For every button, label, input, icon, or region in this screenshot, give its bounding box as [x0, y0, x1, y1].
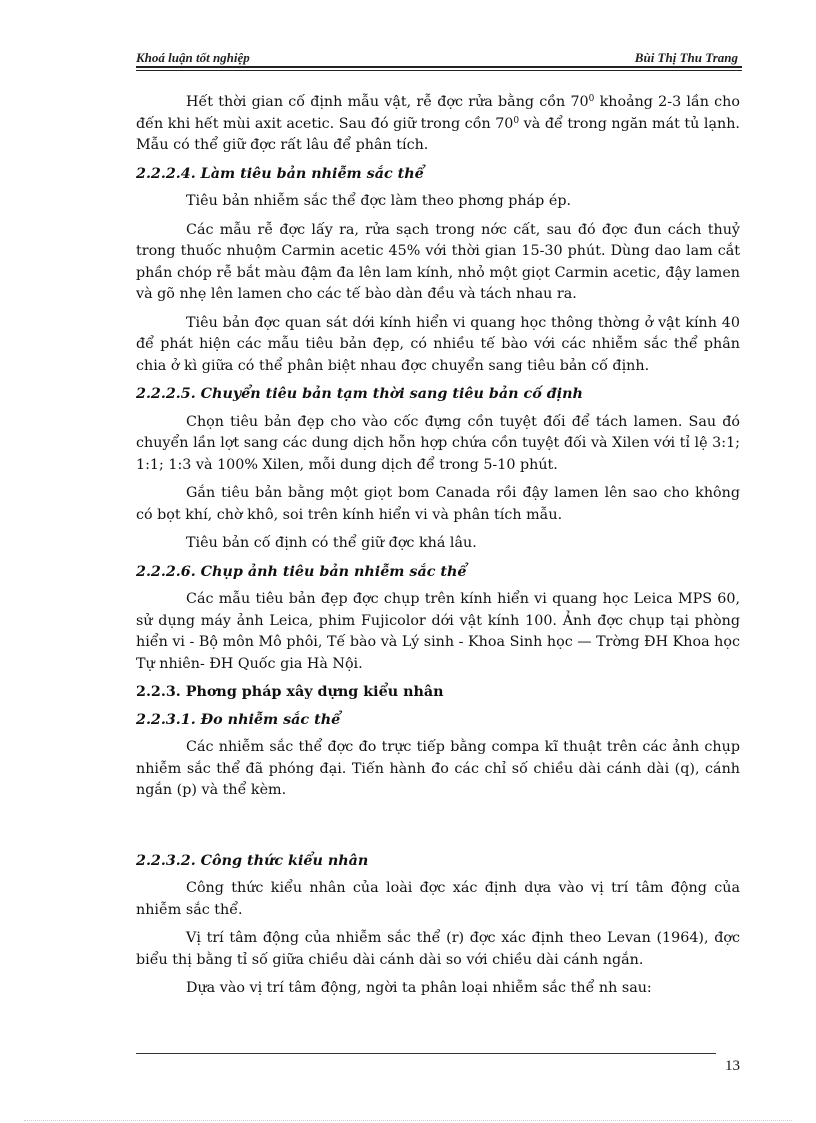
- page-number: 13: [725, 1058, 740, 1074]
- paragraph-storage: Tiêu bản cố định có thể giữ đợc khá lâu.: [186, 535, 477, 551]
- paragraph-observation: Tiêu bản đợc quan sát dới kính hiển vi quang học thông thờng ở vật kính 40 để phát hiện các mẫu tiêu bản đẹp, có nhiều tế bào với các nhiễm sắc thể phân chia ở kì giữa có thể phân biệt nhau đợc chuyển sang tiêu bản cố định.: [136, 314, 740, 374]
- section-heading-223: 2.2.3. Phơng pháp xây dựng kiểu nhân: [136, 684, 444, 700]
- paragraph-staining: Các mẫu rễ đợc lấy ra, rửa sạch trong nớc cất, sau đó đợc đun cách thuỷ trong thuốc nhuộm Carmin acetic 45% với thời gian 15-30 phút. Dùng dao lam cắt phần chóp rễ bắt màu đậm đa lên lam kính, nhỏ một giọt Carmin acetic, đậy lamen và gõ nhẹ lên lamen cho các tế bào dàn đều và tách nhau ra.: [136, 221, 740, 302]
- paragraph-mounting: Gắn tiêu bản bằng một giọt bom Canada rồi đậy lamen lên sao cho không có bọt khí, chờ khô, soi trên kính hiển vi và phân tích mẫu.: [136, 485, 740, 523]
- paragraph-method: Tiêu bản nhiễm sắc thể đợc làm theo phơng pháp ép.: [186, 193, 572, 209]
- page-edge: [24, 1120, 792, 1121]
- document-body: [136, 92, 740, 1007]
- blank-space: [136, 809, 740, 847]
- paragraph-dehydration: Chọn tiêu bản đẹp cho vào cốc đựng cồn tuyệt đối để tách lamen. Sau đó chuyển lần lợt sang các dung dịch hỗn hợp chứa cồn tuyệt đối và Xilen với tỉ lệ 3:1; 1:1; 1:3 và 100% Xilen, mỗi dung dịch để trong 5-10 phút.: [136, 413, 740, 473]
- paragraph-measurement: Các nhiễm sắc thể đợc đo trực tiếp bằng compa kĩ thuật trên các ảnh chụp nhiễm sắc thể đã phóng đại. Tiến hành đo các chỉ số chiều dài cánh dài (q), cánh ngắn (p) và thể kèm.: [136, 739, 740, 798]
- footer-rule: [136, 1053, 716, 1054]
- section-heading-2224: 2.2.2.4. Làm tiêu bản nhiễm sắc thể: [136, 165, 424, 182]
- paragraph-centromere-position: Vị trí tâm động của nhiễm sắc thể (r) đợc xác định theo Levan (1964), đợc biểu thị bằng tỉ số giữa chiều dài cánh dài so với chiều dài cánh ngắn.: [136, 930, 740, 968]
- header-rule: [136, 66, 742, 68]
- header-author-name: Bùi Thị Thu Trang: [634, 50, 738, 65]
- header-thesis-title: Khoá luận tốt nghiệp: [136, 50, 250, 65]
- section-heading-2225: 2.2.2.5. Chuyển tiêu bản tạm thời sang tiêu bản cố định: [136, 386, 583, 402]
- paragraph-karyotype-formula: Công thức kiểu nhân của loài đợc xác định dựa vào vị trí tâm động của nhiễm sắc thể.: [136, 880, 740, 918]
- section-heading-2231: 2.2.3.1. Đo nhiễm sắc thể: [136, 711, 341, 728]
- paragraph-fixation: Hết thời gian cố định mẫu vật, rễ đợc rửa bằng cồn $70^0$ khoảng 2-3 lần cho đến khi hết mùi axit acetic. Sau đó giữ trong cồn $70^0$ và để trong ngăn mát tủ lạnh. Mẫu có thể giữ đợc rất lâu để phân tích.: [136, 94, 740, 153]
- paragraph-photography: Các mẫu tiêu bản đẹp đợc chụp trên kính hiển vi quang học Leica MPS 60, sử dụng máy ảnh Leica, phim Fujicolor dới vật kính 100. Ảnh đợc chụp tại phòng hiển vi - Bộ môn Mô phôi, Tế bào và Lý sinh - Khoa Sinh học — Trờng ĐH Khoa học Tự nhiên- ĐH Quốc gia Hà Nội.: [136, 591, 740, 672]
- header-rule-secondary: [136, 70, 742, 71]
- section-heading-2232: 2.2.3.2. Công thức kiểu nhân: [136, 852, 369, 869]
- paragraph-classification: Dựa vào vị trí tâm động, ngời ta phân loại nhiễm sắc thể nh sau:: [186, 980, 652, 996]
- section-heading-2226: 2.2.2.6. Chụp ảnh tiêu bản nhiễm sắc thể: [136, 563, 467, 580]
